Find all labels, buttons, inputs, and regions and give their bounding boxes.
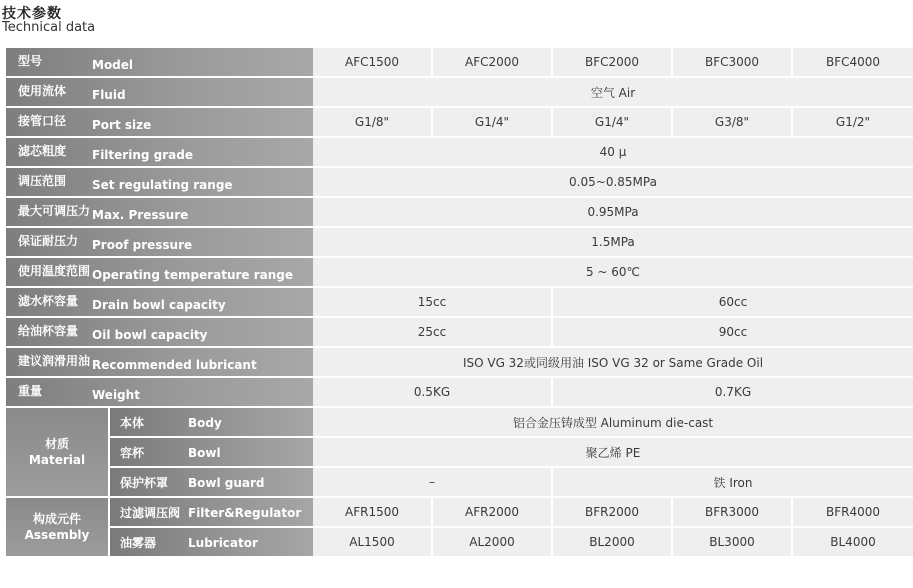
- table-cell: G1/2": [793, 108, 913, 138]
- row-label: 本体 Body: [110, 408, 313, 438]
- table-cell: AL1500: [313, 528, 433, 558]
- table-cell: –: [313, 468, 553, 498]
- table-cell: G1/4": [433, 108, 553, 138]
- table-cell: ISO VG 32或同级用油 ISO VG 32 or Same Grade Oil: [313, 348, 913, 378]
- row-label: 滤芯粗度 Filtering grade: [6, 138, 313, 168]
- table-cell: 0.95MPa: [313, 198, 913, 228]
- row-label: 接管口径 Port size: [6, 108, 313, 138]
- row-label: 最大可调压力 Max. Pressure: [6, 198, 313, 228]
- table-row-lubricant: [6, 348, 913, 378]
- table-cell: AFC2000: [433, 48, 553, 78]
- table-row-fluid: [6, 78, 913, 108]
- table-row-proof-pressure: [6, 228, 913, 258]
- table-row-material-guard: [6, 468, 913, 498]
- row-label: 给油杯容量 Oil bowl capacity: [6, 318, 313, 348]
- table-cell: BFR3000: [673, 498, 793, 528]
- row-label: 使用温度范围 Operating temperature range: [6, 258, 313, 288]
- table-cell: 0.05~0.85MPa: [313, 168, 913, 198]
- table-cell: BL3000: [673, 528, 793, 558]
- table-cell: BFC3000: [673, 48, 793, 78]
- table-row-filtering-grade: [6, 138, 913, 168]
- table-row-max-pressure: [6, 198, 913, 228]
- page-title-zh: 技术参数: [2, 6, 62, 22]
- table-row-assembly-lubricator: [6, 528, 913, 558]
- table-cell: 90cc: [553, 318, 913, 348]
- table-cell: 聚乙烯 PE: [313, 438, 913, 468]
- row-label: 型号 Model: [6, 48, 313, 78]
- row-label: 重量 Weight: [6, 378, 313, 408]
- table-cell: BL2000: [553, 528, 673, 558]
- row-label: 保证耐压力 Proof pressure: [6, 228, 313, 258]
- table-row-model: [6, 48, 913, 78]
- table-cell: G1/4": [553, 108, 673, 138]
- page-title-en: Technical data: [2, 20, 96, 35]
- table-cell: 40 μ: [313, 138, 913, 168]
- table-cell: 空气 Air: [313, 78, 913, 108]
- table-row-port-size: [6, 108, 913, 138]
- row-label: 使用流体 Fluid: [6, 78, 313, 108]
- table-cell: AFR1500: [313, 498, 433, 528]
- table-cell: 铁 Iron: [553, 468, 913, 498]
- row-label: 建议润滑用油 Recommended lubricant: [6, 348, 313, 378]
- table-cell: G3/8": [673, 108, 793, 138]
- row-label: 保护杯罩 Bowl guard: [110, 468, 313, 498]
- table-row-oil-bowl: [6, 318, 913, 348]
- table-cell: 25cc: [313, 318, 553, 348]
- row-label: 容杯 Bowl: [110, 438, 313, 468]
- table-cell: 0.5KG: [313, 378, 553, 408]
- table-cell: 15cc: [313, 288, 553, 318]
- assembly-group-label: 构成元件 Assembly: [6, 498, 110, 558]
- table-cell: BL4000: [793, 528, 913, 558]
- table-row-assembly-filter-regulator: [6, 498, 913, 528]
- row-label: 滤水杯容量 Drain bowl capacity: [6, 288, 313, 318]
- table-cell: BFC2000: [553, 48, 673, 78]
- material-group-label: 材质 Material: [6, 408, 110, 498]
- table-cell: 1.5MPa: [313, 228, 913, 258]
- table-cell: 铝合金压铸成型 Aluminum die-cast: [313, 408, 913, 438]
- table-cell: 60cc: [553, 288, 913, 318]
- table-cell: 5 ~ 60℃: [313, 258, 913, 288]
- row-label: 调压范围 Set regulating range: [6, 168, 313, 198]
- table-cell: G1/8": [313, 108, 433, 138]
- row-label: 过滤调压阀 Filter&Regulator: [110, 498, 313, 528]
- table-row-drain-bowl: [6, 288, 913, 318]
- table-row-regulating-range: [6, 168, 913, 198]
- row-label: 油雾器 Lubricator: [110, 528, 313, 558]
- table-cell: BFC4000: [793, 48, 913, 78]
- table-cell: AFR2000: [433, 498, 553, 528]
- table-cell: BFR4000: [793, 498, 913, 528]
- table-cell: AFC1500: [313, 48, 433, 78]
- table-row-material-body: [6, 408, 913, 438]
- table-row-weight: [6, 378, 913, 408]
- table-row-temperature-range: [6, 258, 913, 288]
- table-cell: 0.7KG: [553, 378, 913, 408]
- table-row-material-bowl: [6, 438, 913, 468]
- table-cell: BFR2000: [553, 498, 673, 528]
- table-cell: AL2000: [433, 528, 553, 558]
- technical-data-table: [6, 48, 913, 558]
